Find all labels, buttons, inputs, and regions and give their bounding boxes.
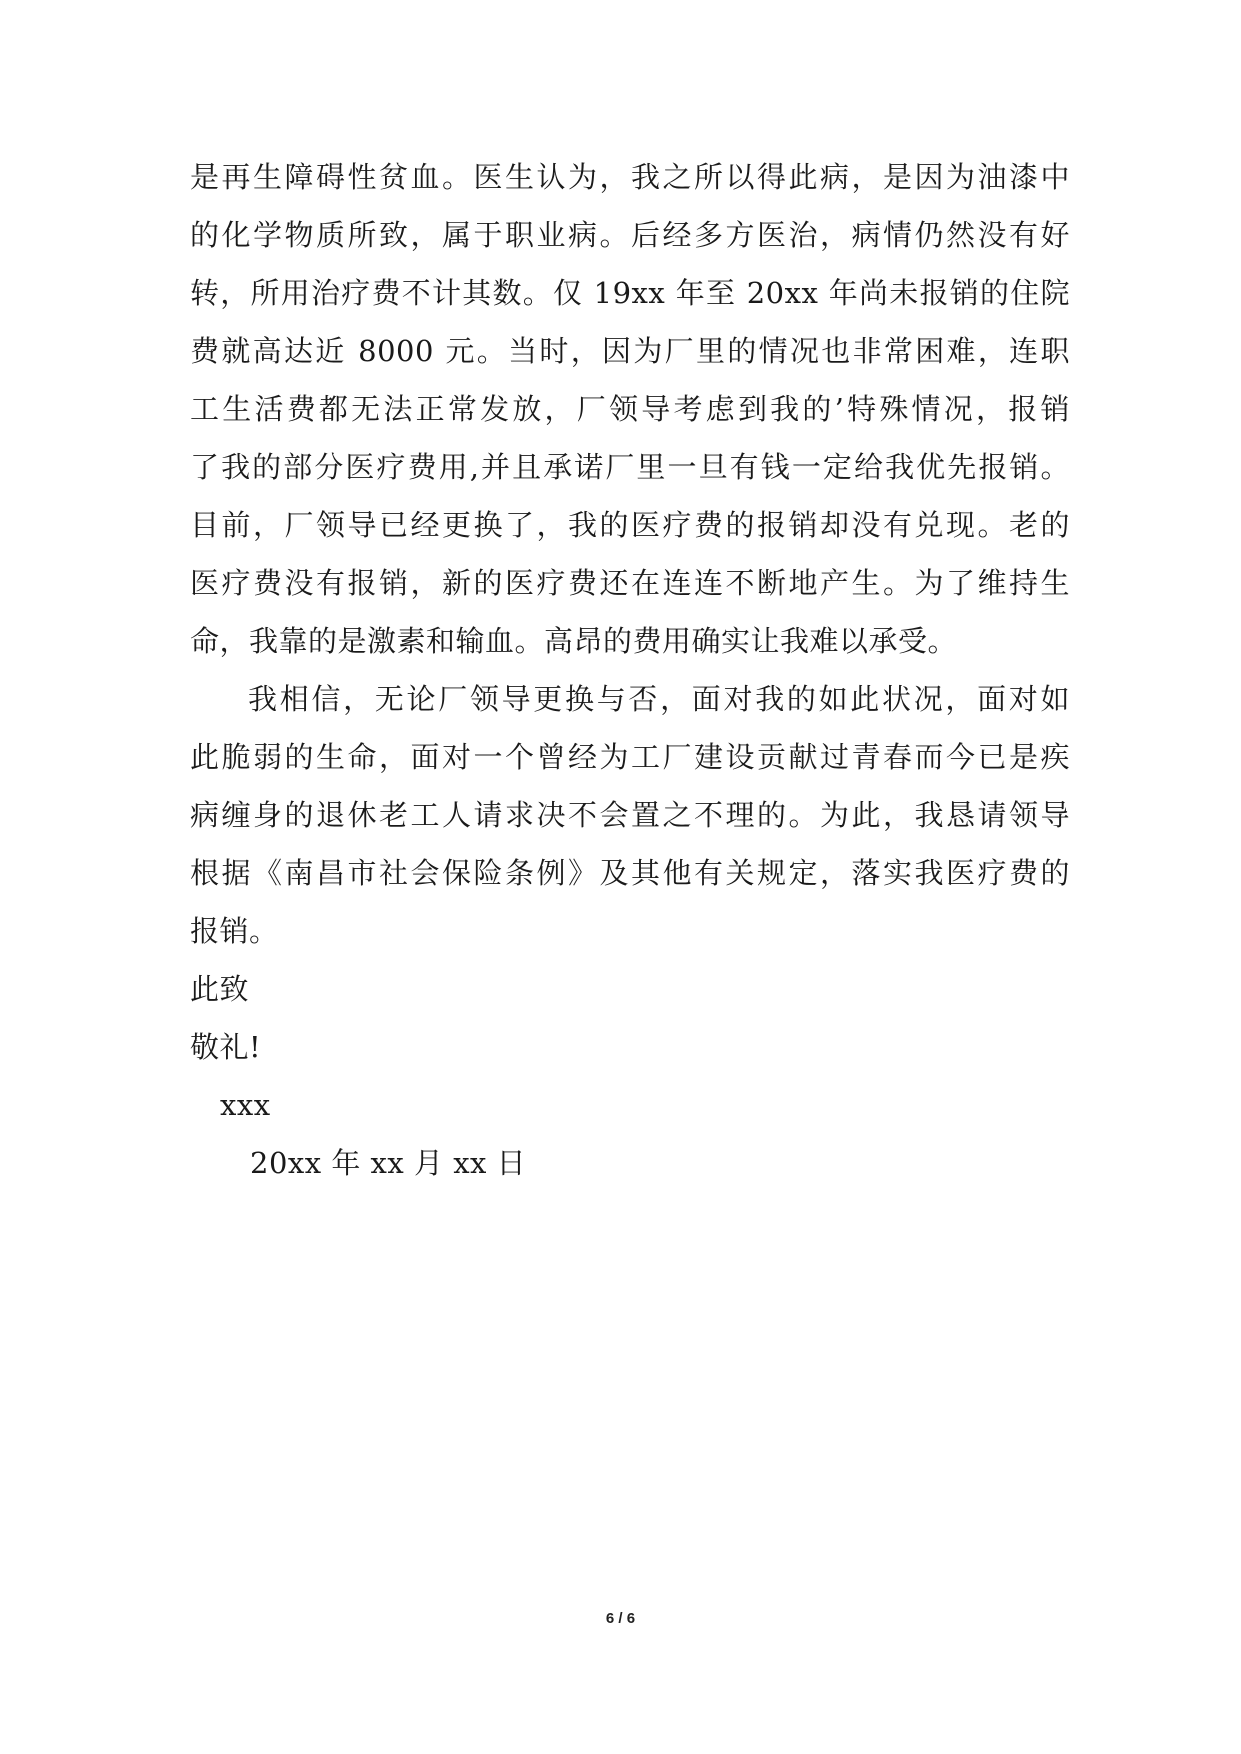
text-line: 了我的部分医疗费用,并且承诺厂里一旦有钱一定给我优先报销。 [190, 450, 1070, 484]
text-line: 命，我靠的是激素和输血。高昂的费用确实让我难以承受。 [190, 624, 958, 658]
salutation: 此致 [190, 972, 250, 1006]
date: 20xx 年 xx 月 xx 日 [250, 1146, 527, 1180]
text-line: 此脆弱的生命，面对一个曾经为工厂建设贡献过青春而今已是疾 [190, 740, 1070, 774]
text-line: 的化学物质所致，属于职业病。后经多方医治，病情仍然没有好 [190, 218, 1070, 252]
text-line: 转，所用治疗费不计其数。仅 19xx 年至 20xx 年尚未报销的住院 [190, 276, 1070, 310]
text-line: 报销。 [190, 914, 279, 948]
text-line: 医疗费没有报销，新的医疗费还在连连不断地产生。为了维持生 [190, 566, 1070, 600]
text-line: 是再生障碍性贫血。医生认为，我之所以得此病，是因为油漆中 [190, 160, 1070, 194]
text-line: 病缠身的退休老工人请求决不会置之不理的。为此，我恳请领导 [190, 798, 1070, 832]
signature: xxx [220, 1088, 271, 1122]
text-line: 工生活费都无法正常发放，厂领导考虑到我的’特殊情况，报销 [190, 392, 1070, 426]
text-line: 费就高达近 8000 元。当时，因为厂里的情况也非常困难，连职 [190, 334, 1070, 368]
regards: 敬礼! [190, 1030, 262, 1064]
text-line: 我相信，无论厂领导更换与否，面对我的如此状况，面对如 [248, 682, 1070, 716]
text-line: 根据《南昌市社会保险条例》及其他有关规定，落实我医疗费的 [190, 856, 1070, 890]
page-number: 6 / 6 [605, 1610, 636, 1627]
text-line: 目前，厂领导已经更换了，我的医疗费的报销却没有兑现。老的 [190, 508, 1070, 542]
